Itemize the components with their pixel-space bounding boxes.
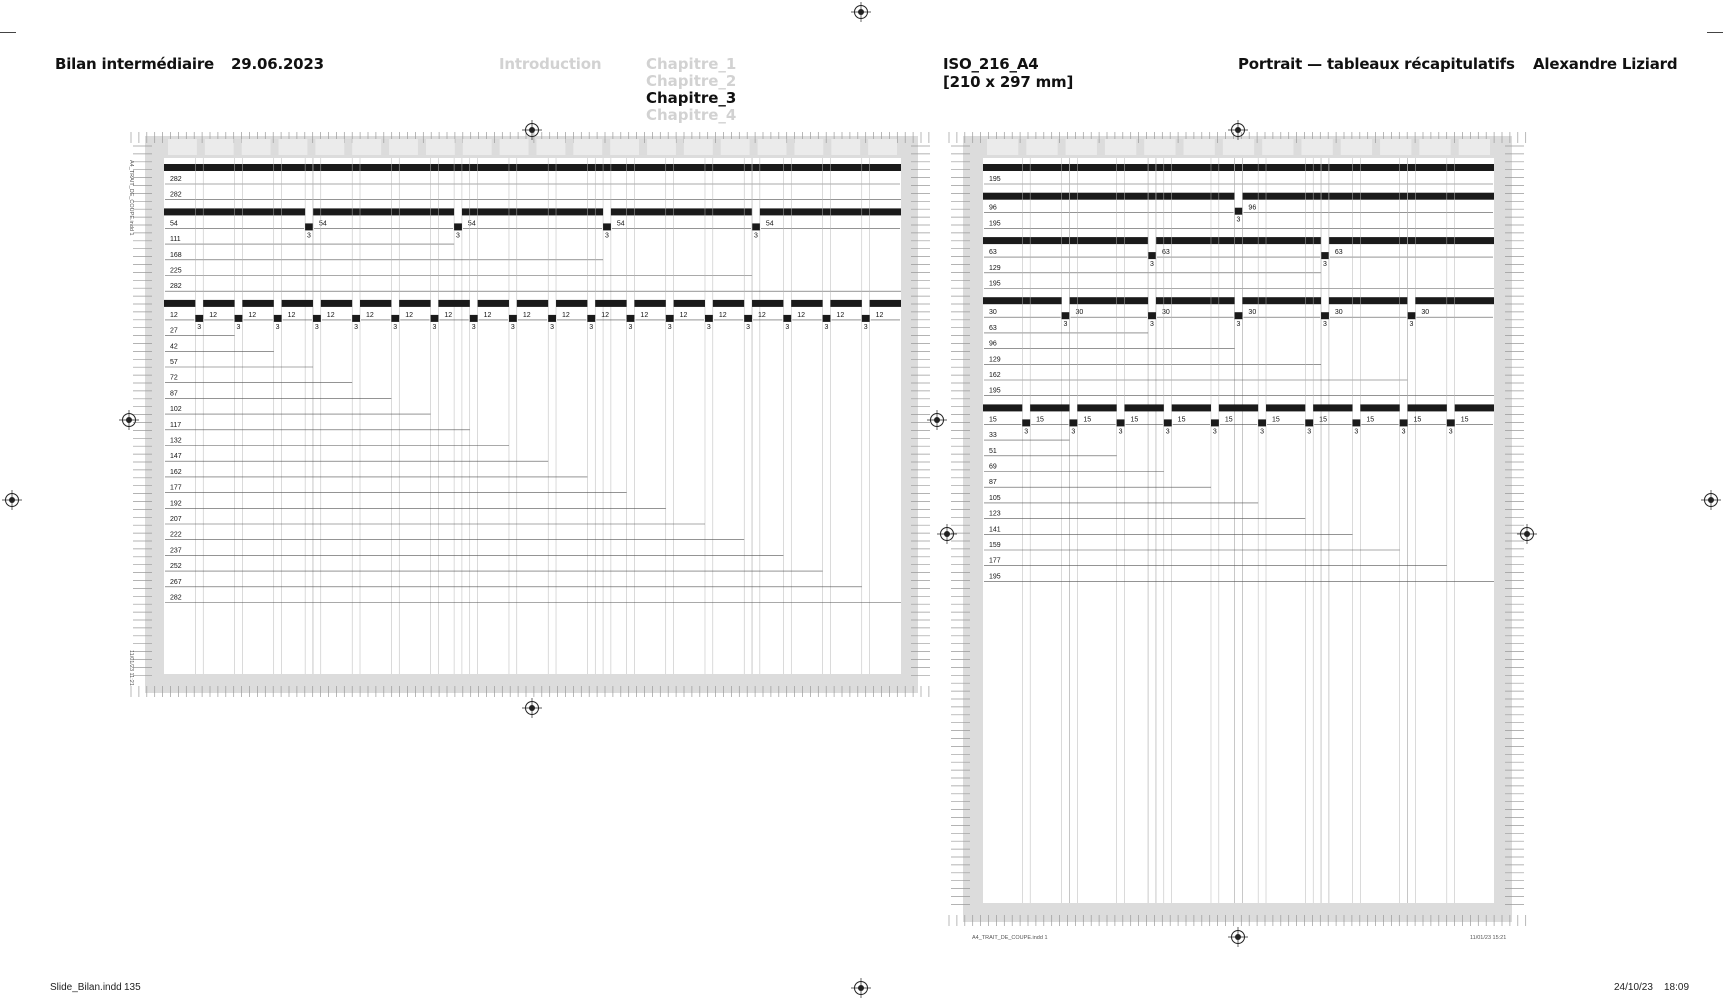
cumulative-value-label: 252 xyxy=(170,563,182,571)
gutter-block xyxy=(313,315,321,322)
column-block xyxy=(1026,139,1057,155)
cumulative-value-label: 177 xyxy=(170,484,182,492)
gutter-value-label: 3 xyxy=(1118,428,1123,436)
cumulative-value-label: 123 xyxy=(989,510,1001,518)
module-bar xyxy=(1242,297,1321,304)
module-bar xyxy=(1077,404,1116,411)
gutter-value-label: 3 xyxy=(706,323,711,331)
module-value-label: 15 xyxy=(1460,416,1469,424)
module-bar xyxy=(1030,404,1069,411)
column-block xyxy=(721,139,750,155)
gutter-value-label: 3 xyxy=(1307,428,1312,436)
module-bar xyxy=(1219,404,1258,411)
gutter-value-label: 3 xyxy=(1150,321,1154,329)
nav-chapitre-2[interactable]: Chapitre_2 xyxy=(646,72,737,90)
gutter-block xyxy=(509,315,517,322)
column-block xyxy=(1459,139,1490,155)
module-bar xyxy=(870,300,901,307)
module-bar xyxy=(983,237,1148,244)
module-value-label: 15 xyxy=(1319,416,1327,424)
module-value-label: 15 xyxy=(1177,416,1186,424)
cumulative-value-label: 282 xyxy=(170,283,182,291)
column-block xyxy=(831,139,860,155)
module-bar xyxy=(634,300,665,307)
gutter-block xyxy=(1352,419,1360,426)
column-block xyxy=(647,139,676,155)
column-block xyxy=(426,139,455,155)
module-value-label: 12 xyxy=(326,311,335,319)
gutter-block xyxy=(1235,208,1243,215)
gutter-block xyxy=(454,223,462,230)
cumulative-value-label: 69 xyxy=(989,463,997,471)
cumulative-value-label: 33 xyxy=(989,432,997,440)
cumulative-value-label: 162 xyxy=(170,468,182,476)
gutter-block xyxy=(1305,419,1313,426)
left-sheet xyxy=(131,132,930,697)
module-value-label: 15 xyxy=(1272,416,1280,424)
gutter-value-label: 3 xyxy=(824,323,829,331)
module-value-label: 12 xyxy=(601,311,610,319)
gutter-block xyxy=(1022,419,1030,426)
column-block xyxy=(1419,139,1450,155)
module-bar xyxy=(282,300,313,307)
cumulative-value-label: 195 xyxy=(989,280,1001,288)
module-bar xyxy=(1069,297,1148,304)
gutter-block xyxy=(195,315,203,322)
cumulative-value-label: 141 xyxy=(989,526,1001,534)
module-bar xyxy=(983,404,1022,411)
footer-page: 135 xyxy=(124,982,141,993)
module-value-label: 12 xyxy=(444,311,453,319)
column-block xyxy=(205,139,234,155)
cumulative-value-label: 162 xyxy=(989,372,1001,379)
column-block xyxy=(1380,139,1411,155)
footer-date: 24/10/23 xyxy=(1614,982,1653,993)
column-block xyxy=(610,139,639,155)
gutter-block xyxy=(1117,419,1125,426)
nav-introduction[interactable]: Introduction xyxy=(499,55,602,73)
module-bar xyxy=(164,300,195,307)
gutter-value-label: 3 xyxy=(1063,321,1068,329)
cumulative-value-label: 117 xyxy=(170,421,182,429)
cumulative-value-label: 147 xyxy=(170,453,182,461)
gutter-value-label: 3 xyxy=(1448,428,1453,436)
cumulative-value-label: 195 xyxy=(989,573,1001,581)
cumulative-value-label: 87 xyxy=(989,479,997,487)
module-bar xyxy=(674,300,705,307)
column-block xyxy=(794,139,823,155)
gutter-value-label: 3 xyxy=(1150,261,1154,269)
module-value-label: 12 xyxy=(562,311,570,319)
module-bar xyxy=(595,300,626,307)
module-value-label: 15 xyxy=(1036,416,1044,424)
column-block xyxy=(573,139,602,155)
column-block xyxy=(352,139,381,155)
module-bar xyxy=(242,300,273,307)
cumulative-value-label: 159 xyxy=(989,542,1001,549)
gutter-value-label: 3 xyxy=(236,323,241,331)
column-block xyxy=(168,139,197,155)
module-bar xyxy=(517,300,548,307)
module-bar xyxy=(478,300,509,307)
module-bar xyxy=(313,208,454,215)
module-bar xyxy=(1242,193,1494,200)
document-date: 29.06.2023 xyxy=(231,55,324,73)
module-bar xyxy=(438,300,469,307)
document-author: Alexandre Liziard xyxy=(1533,55,1678,73)
gutter-value-label: 3 xyxy=(1409,321,1414,329)
module-value-label: 30 xyxy=(1334,309,1343,317)
cumulative-value-label: 282 xyxy=(170,191,182,199)
gutter-block xyxy=(235,315,243,322)
cumulative-value-label: 96 xyxy=(989,340,997,348)
gutter-value-label: 3 xyxy=(354,323,358,331)
column-block xyxy=(1223,139,1254,155)
module-value-label: 12 xyxy=(836,311,845,319)
cumulative-value-label: 177 xyxy=(989,557,1001,565)
nav-chapitre-4[interactable]: Chapitre_4 xyxy=(646,106,737,124)
gutter-block xyxy=(666,315,674,322)
gutter-value-label: 3 xyxy=(307,232,311,240)
gutter-value-label: 3 xyxy=(1212,428,1217,436)
nav-chapitre-3[interactable]: Chapitre_3 xyxy=(646,89,737,107)
nav-chapitre-1[interactable]: Chapitre_1 xyxy=(646,55,737,73)
gutter-block xyxy=(1408,312,1416,319)
module-value-label: 15 xyxy=(989,416,997,424)
module-value-label: 63 xyxy=(1161,249,1170,257)
gutter-value-label: 3 xyxy=(628,323,633,331)
module-value-label: 15 xyxy=(1083,416,1092,424)
module-value-label: 12 xyxy=(679,311,688,319)
module-value-label: 54 xyxy=(318,220,327,228)
gutter-value-label: 3 xyxy=(275,323,280,331)
cumulative-value-label: 87 xyxy=(170,390,178,398)
cumulative-value-label: 105 xyxy=(989,494,1001,502)
module-value-label: 12 xyxy=(366,311,374,319)
column-block xyxy=(1144,139,1175,155)
gutter-block xyxy=(862,315,870,322)
gutter-value-label: 3 xyxy=(863,323,868,331)
module-value-label: 30 xyxy=(1248,309,1257,317)
gutter-value-label: 3 xyxy=(393,323,398,331)
cumulative-value-label: 42 xyxy=(170,343,178,351)
right-bottom-date-label: 11/01/23 15:21 xyxy=(1470,935,1507,941)
module-value-label: 30 xyxy=(1161,309,1170,317)
gutter-value-label: 3 xyxy=(456,232,460,240)
module-bar xyxy=(983,193,1235,200)
gutter-block xyxy=(391,315,399,322)
module-bar xyxy=(399,300,430,307)
module-value-label: 54 xyxy=(170,220,178,228)
gutter-block xyxy=(470,315,478,322)
cumulative-value-label: 63 xyxy=(989,324,997,332)
column-block xyxy=(868,139,897,155)
cumulative-value-label: 267 xyxy=(170,578,182,586)
module-bar xyxy=(713,300,744,307)
module-value-label: 12 xyxy=(170,311,178,319)
document-title: Bilan intermédiaire xyxy=(55,55,215,73)
module-bar xyxy=(462,208,603,215)
column-block xyxy=(758,139,787,155)
module-bar xyxy=(321,300,352,307)
module-bar xyxy=(1329,297,1408,304)
column-block xyxy=(242,139,271,155)
module-bar xyxy=(1172,404,1211,411)
module-value-label: 54 xyxy=(765,220,774,228)
column-block xyxy=(389,139,418,155)
column-block xyxy=(987,139,1018,155)
module-value-label: 15 xyxy=(1224,416,1233,424)
module-value-label: 282 xyxy=(170,176,182,183)
module-value-label: 12 xyxy=(640,311,649,319)
module-value-label: 12 xyxy=(875,311,884,319)
gutter-value-label: 3 xyxy=(785,323,790,331)
module-bar xyxy=(611,208,752,215)
gutter-value-label: 3 xyxy=(753,232,758,240)
cumulative-value-label: 192 xyxy=(170,500,182,508)
cumulative-value-label: 57 xyxy=(170,359,178,366)
gutter-block xyxy=(1447,419,1455,426)
module-bar xyxy=(1313,404,1352,411)
gutter-block xyxy=(1062,312,1070,319)
module-bar xyxy=(1156,297,1235,304)
sheet-page xyxy=(164,158,901,674)
module-value-label: 63 xyxy=(1334,249,1343,257)
cumulative-value-label: 132 xyxy=(170,437,182,445)
column-block xyxy=(1066,139,1097,155)
gutter-block xyxy=(1321,252,1329,259)
gutter-value-label: 3 xyxy=(1322,261,1327,269)
gutter-value-label: 3 xyxy=(1236,321,1241,329)
gutter-block xyxy=(603,223,611,230)
gutter-block xyxy=(352,315,360,322)
left-side-date-label: 11/01/23 11:21 xyxy=(128,650,134,686)
module-value-label: 96 xyxy=(989,204,997,212)
column-block xyxy=(1341,139,1372,155)
module-value-label: 12 xyxy=(405,311,414,319)
module-value-label: 12 xyxy=(209,311,217,319)
gutter-value-label: 3 xyxy=(314,323,319,331)
gutter-value-label: 3 xyxy=(1165,428,1170,436)
module-bar xyxy=(203,300,234,307)
right-sheet xyxy=(949,132,1526,926)
module-value-label: 12 xyxy=(287,311,296,319)
column-block xyxy=(684,139,713,155)
gutter-value-label: 3 xyxy=(471,323,476,331)
cumulative-value-label: 72 xyxy=(170,374,178,382)
cumulative-value-label: 282 xyxy=(170,594,182,602)
module-value-label: 12 xyxy=(483,311,492,319)
module-value-label: 30 xyxy=(989,309,997,317)
module-bar xyxy=(1266,404,1305,411)
cumulative-value-label: 129 xyxy=(989,264,1001,272)
gutter-block xyxy=(305,223,313,230)
gutter-value-label: 3 xyxy=(746,323,751,331)
module-value-label: 63 xyxy=(989,249,997,257)
gutter-value-label: 3 xyxy=(1401,428,1406,436)
column-block xyxy=(463,139,492,155)
module-bar xyxy=(1125,404,1164,411)
module-value-label: 12 xyxy=(522,311,531,319)
gutter-block xyxy=(1321,312,1329,319)
gutter-value-label: 3 xyxy=(589,323,594,331)
gutter-block xyxy=(274,315,282,322)
format-dimensions: [210 x 297 mm] xyxy=(943,73,1074,91)
column-block xyxy=(1184,139,1215,155)
gutter-block xyxy=(1400,419,1408,426)
cumulative-value-label: 129 xyxy=(989,356,1001,364)
module-bar xyxy=(556,300,587,307)
module-bar xyxy=(983,164,1494,171)
gutter-block xyxy=(744,315,752,322)
module-value-label: 12 xyxy=(248,311,257,319)
gutter-block xyxy=(783,315,791,322)
module-value-label: 12 xyxy=(758,311,766,319)
cumulative-value-label: 237 xyxy=(170,547,182,555)
gutter-value-label: 3 xyxy=(1354,428,1359,436)
gutter-value-label: 3 xyxy=(1236,216,1241,224)
column-block xyxy=(1105,139,1136,155)
gutter-block xyxy=(823,315,831,322)
gutter-block xyxy=(627,315,635,322)
gutter-block xyxy=(1211,419,1219,426)
column-block xyxy=(500,139,529,155)
format-name: ISO_216_A4 xyxy=(943,55,1039,73)
cumulative-value-label: 195 xyxy=(989,387,1001,395)
gutter-block xyxy=(752,223,760,230)
cumulative-value-label: 225 xyxy=(170,267,182,275)
module-value-label: 96 xyxy=(1248,204,1257,212)
module-bar xyxy=(1408,404,1447,411)
module-bar xyxy=(1156,237,1321,244)
gutter-block xyxy=(705,315,713,322)
cumulative-value-label: 102 xyxy=(170,406,182,414)
cumulative-value-label: 207 xyxy=(170,516,182,523)
module-value-label: 30 xyxy=(1421,309,1430,317)
gutter-value-label: 3 xyxy=(1260,428,1264,436)
gutter-value-label: 3 xyxy=(1322,321,1327,329)
cumulative-value-label: 168 xyxy=(170,251,182,259)
footer-time: 18:09 xyxy=(1664,982,1690,993)
gutter-block xyxy=(1148,252,1156,259)
gutter-value-label: 3 xyxy=(510,323,515,331)
module-bar xyxy=(791,300,822,307)
module-bar xyxy=(752,300,783,307)
cumulative-value-label: 27 xyxy=(170,327,178,335)
cumulative-value-label: 111 xyxy=(170,236,181,244)
column-block xyxy=(279,139,308,155)
module-value-label: 15 xyxy=(1366,416,1375,424)
gutter-block xyxy=(587,315,595,322)
gutter-value-label: 3 xyxy=(432,323,437,331)
left-side-file-label: A4_TRAIT_DE_COUPE.indd 1 xyxy=(128,160,134,236)
footer-file: Slide_Bilan.indd xyxy=(50,982,122,993)
cumulative-value-label: 195 xyxy=(989,220,1001,228)
gutter-block xyxy=(431,315,439,322)
gutter-value-label: 3 xyxy=(604,232,609,240)
gutter-value-label: 3 xyxy=(1024,428,1029,436)
document-subject: Portrait — tableaux récapitulatifs xyxy=(1238,55,1515,73)
cumulative-value-label: 222 xyxy=(170,531,182,539)
right-bottom-file-label: A4_TRAIT_DE_COUPE.indd 1 xyxy=(972,935,1048,941)
module-bar xyxy=(1329,237,1494,244)
gutter-block xyxy=(1069,419,1077,426)
module-value-label: 54 xyxy=(616,220,625,228)
module-value-label: 15 xyxy=(1413,416,1422,424)
gutter-block xyxy=(1164,419,1172,426)
module-value-label: 54 xyxy=(467,220,476,228)
module-bar xyxy=(1455,404,1494,411)
module-value-label: 12 xyxy=(797,311,806,319)
module-bar xyxy=(164,164,901,171)
gutter-block xyxy=(548,315,556,322)
module-value-label: 30 xyxy=(1075,309,1084,317)
gutter-value-label: 3 xyxy=(197,323,202,331)
gutter-value-label: 3 xyxy=(550,323,555,331)
column-block xyxy=(315,139,344,155)
gutter-value-label: 3 xyxy=(667,323,672,331)
column-block xyxy=(537,139,566,155)
module-bar xyxy=(830,300,861,307)
gutter-block xyxy=(1235,312,1243,319)
module-value-label: 12 xyxy=(718,311,727,319)
module-value-label: 15 xyxy=(1130,416,1139,424)
gutter-value-label: 3 xyxy=(1071,428,1076,436)
column-block xyxy=(1301,139,1332,155)
module-bar xyxy=(1360,404,1399,411)
gutter-block xyxy=(1258,419,1266,426)
cumulative-value-label: 51 xyxy=(989,447,997,455)
sheet-page xyxy=(983,158,1494,903)
module-value-label: 195 xyxy=(989,176,1001,183)
column-block xyxy=(1262,139,1293,155)
gutter-block xyxy=(1148,312,1156,319)
module-bar xyxy=(360,300,391,307)
